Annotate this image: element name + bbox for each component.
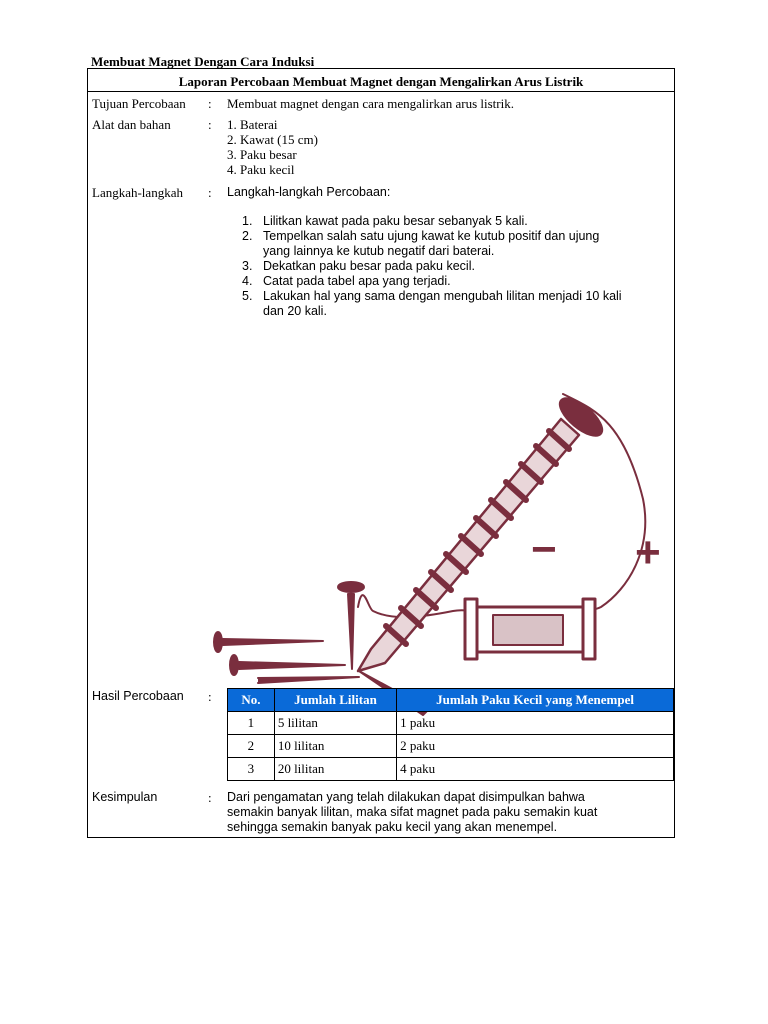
table-row <box>228 735 674 758</box>
table-cell: 1 <box>228 712 275 735</box>
small-nail-vertical <box>348 594 354 669</box>
battery-icon <box>465 599 595 659</box>
small-nail-3 <box>258 677 359 683</box>
alat-colon: : <box>208 117 212 132</box>
table-cell: 1 paku <box>397 712 674 735</box>
electromagnet-illustration <box>123 349 661 679</box>
alat-item: 1. Baterai <box>227 117 278 132</box>
small-nail-1-head <box>214 632 222 652</box>
step-number: 3. <box>242 259 253 273</box>
step-item <box>242 229 682 259</box>
alat-list <box>227 117 318 177</box>
hasil-label: Hasil Percobaan <box>92 689 184 703</box>
alat-item: 3. Paku besar <box>227 147 297 162</box>
kesimpulan-text <box>227 790 597 835</box>
table-cell: 3 <box>228 758 275 781</box>
table-header-row <box>228 689 674 712</box>
minus-sign: − <box>531 525 557 574</box>
alat-item: 2. Kawat (15 cm) <box>227 132 318 147</box>
step-item <box>242 289 682 319</box>
kesimpulan-line: sehingga semakin banyak paku kecil yang akan menempel. <box>227 820 558 834</box>
small-nail-2 <box>239 662 345 669</box>
table-cell: 2 paku <box>397 735 674 758</box>
table-cell: 2 <box>228 735 275 758</box>
langkah-label: Langkah-langkah <box>92 185 183 200</box>
step-number: 2. <box>242 229 253 243</box>
table-cell: 5 lilitan <box>274 712 396 735</box>
table-header-cell: No. <box>228 689 275 712</box>
small-nail-vertical-head <box>338 582 364 592</box>
results-table <box>227 688 674 781</box>
small-nail-2-head <box>230 655 238 675</box>
step-number: 1. <box>242 214 253 228</box>
step-text: Dekatkan paku besar pada paku kecil. <box>263 259 475 273</box>
table-cell: 20 lilitan <box>274 758 396 781</box>
plus-sign: + <box>635 528 661 577</box>
step-text: Tempelkan salah satu ujung kawat ke kutub positif dan ujung <box>263 229 600 243</box>
kesimpulan-line: Dari pengamatan yang telah dilakukan dapat disimpulkan bahwa <box>227 790 585 804</box>
step-text: Lilitkan kawat pada paku besar sebanyak 5 kali. <box>263 214 528 228</box>
small-nail-1 <box>223 639 323 645</box>
table-row <box>228 712 674 735</box>
step-text: Lakukan hal yang sama dengan mengubah lilitan menjadi 10 kali <box>263 289 622 303</box>
step-item <box>242 259 682 274</box>
hasil-colon: : <box>208 689 212 704</box>
langkah-intro: Langkah-langkah Percobaan: <box>227 185 391 199</box>
table-cell: 10 lilitan <box>274 735 396 758</box>
step-text: yang lainnya ke kutub negatif dari baterai. <box>263 244 495 258</box>
step-text: dan 20 kali. <box>263 304 327 318</box>
title-divider <box>88 91 674 92</box>
tujuan-label: Tujuan Percobaan <box>92 96 186 111</box>
kesimpulan-label: Kesimpulan <box>92 790 158 804</box>
step-number: 4. <box>242 274 253 288</box>
page-heading: Membuat Magnet Dengan Cara Induksi <box>91 54 315 69</box>
report-box <box>87 68 675 838</box>
langkah-colon: : <box>208 185 212 200</box>
step-item <box>242 274 682 289</box>
table-row <box>228 758 674 781</box>
steps-list <box>242 214 682 319</box>
table-header-cell: Jumlah Lilitan <box>274 689 396 712</box>
step-number: 5. <box>242 289 253 303</box>
alat-label: Alat dan bahan <box>92 117 171 132</box>
kesimpulan-line: semakin banyak lilitan, maka sifat magnet pada paku semakin kuat <box>227 805 598 819</box>
table-cell: 4 paku <box>397 758 674 781</box>
tujuan-value: Membuat magnet dengan cara mengalirkan arus listrik. <box>227 96 514 111</box>
step-text: Catat pada tabel apa yang terjadi. <box>263 274 451 288</box>
table-header-cell: Jumlah Paku Kecil yang Menempel <box>397 689 674 712</box>
alat-item: 4. Paku kecil <box>227 162 295 177</box>
tujuan-colon: : <box>208 96 212 111</box>
step-item <box>242 214 682 229</box>
kesimpulan-colon: : <box>208 790 212 805</box>
report-title: Laporan Percobaan Membuat Magnet dengan Mengalirkan Arus Listrik <box>178 74 584 89</box>
